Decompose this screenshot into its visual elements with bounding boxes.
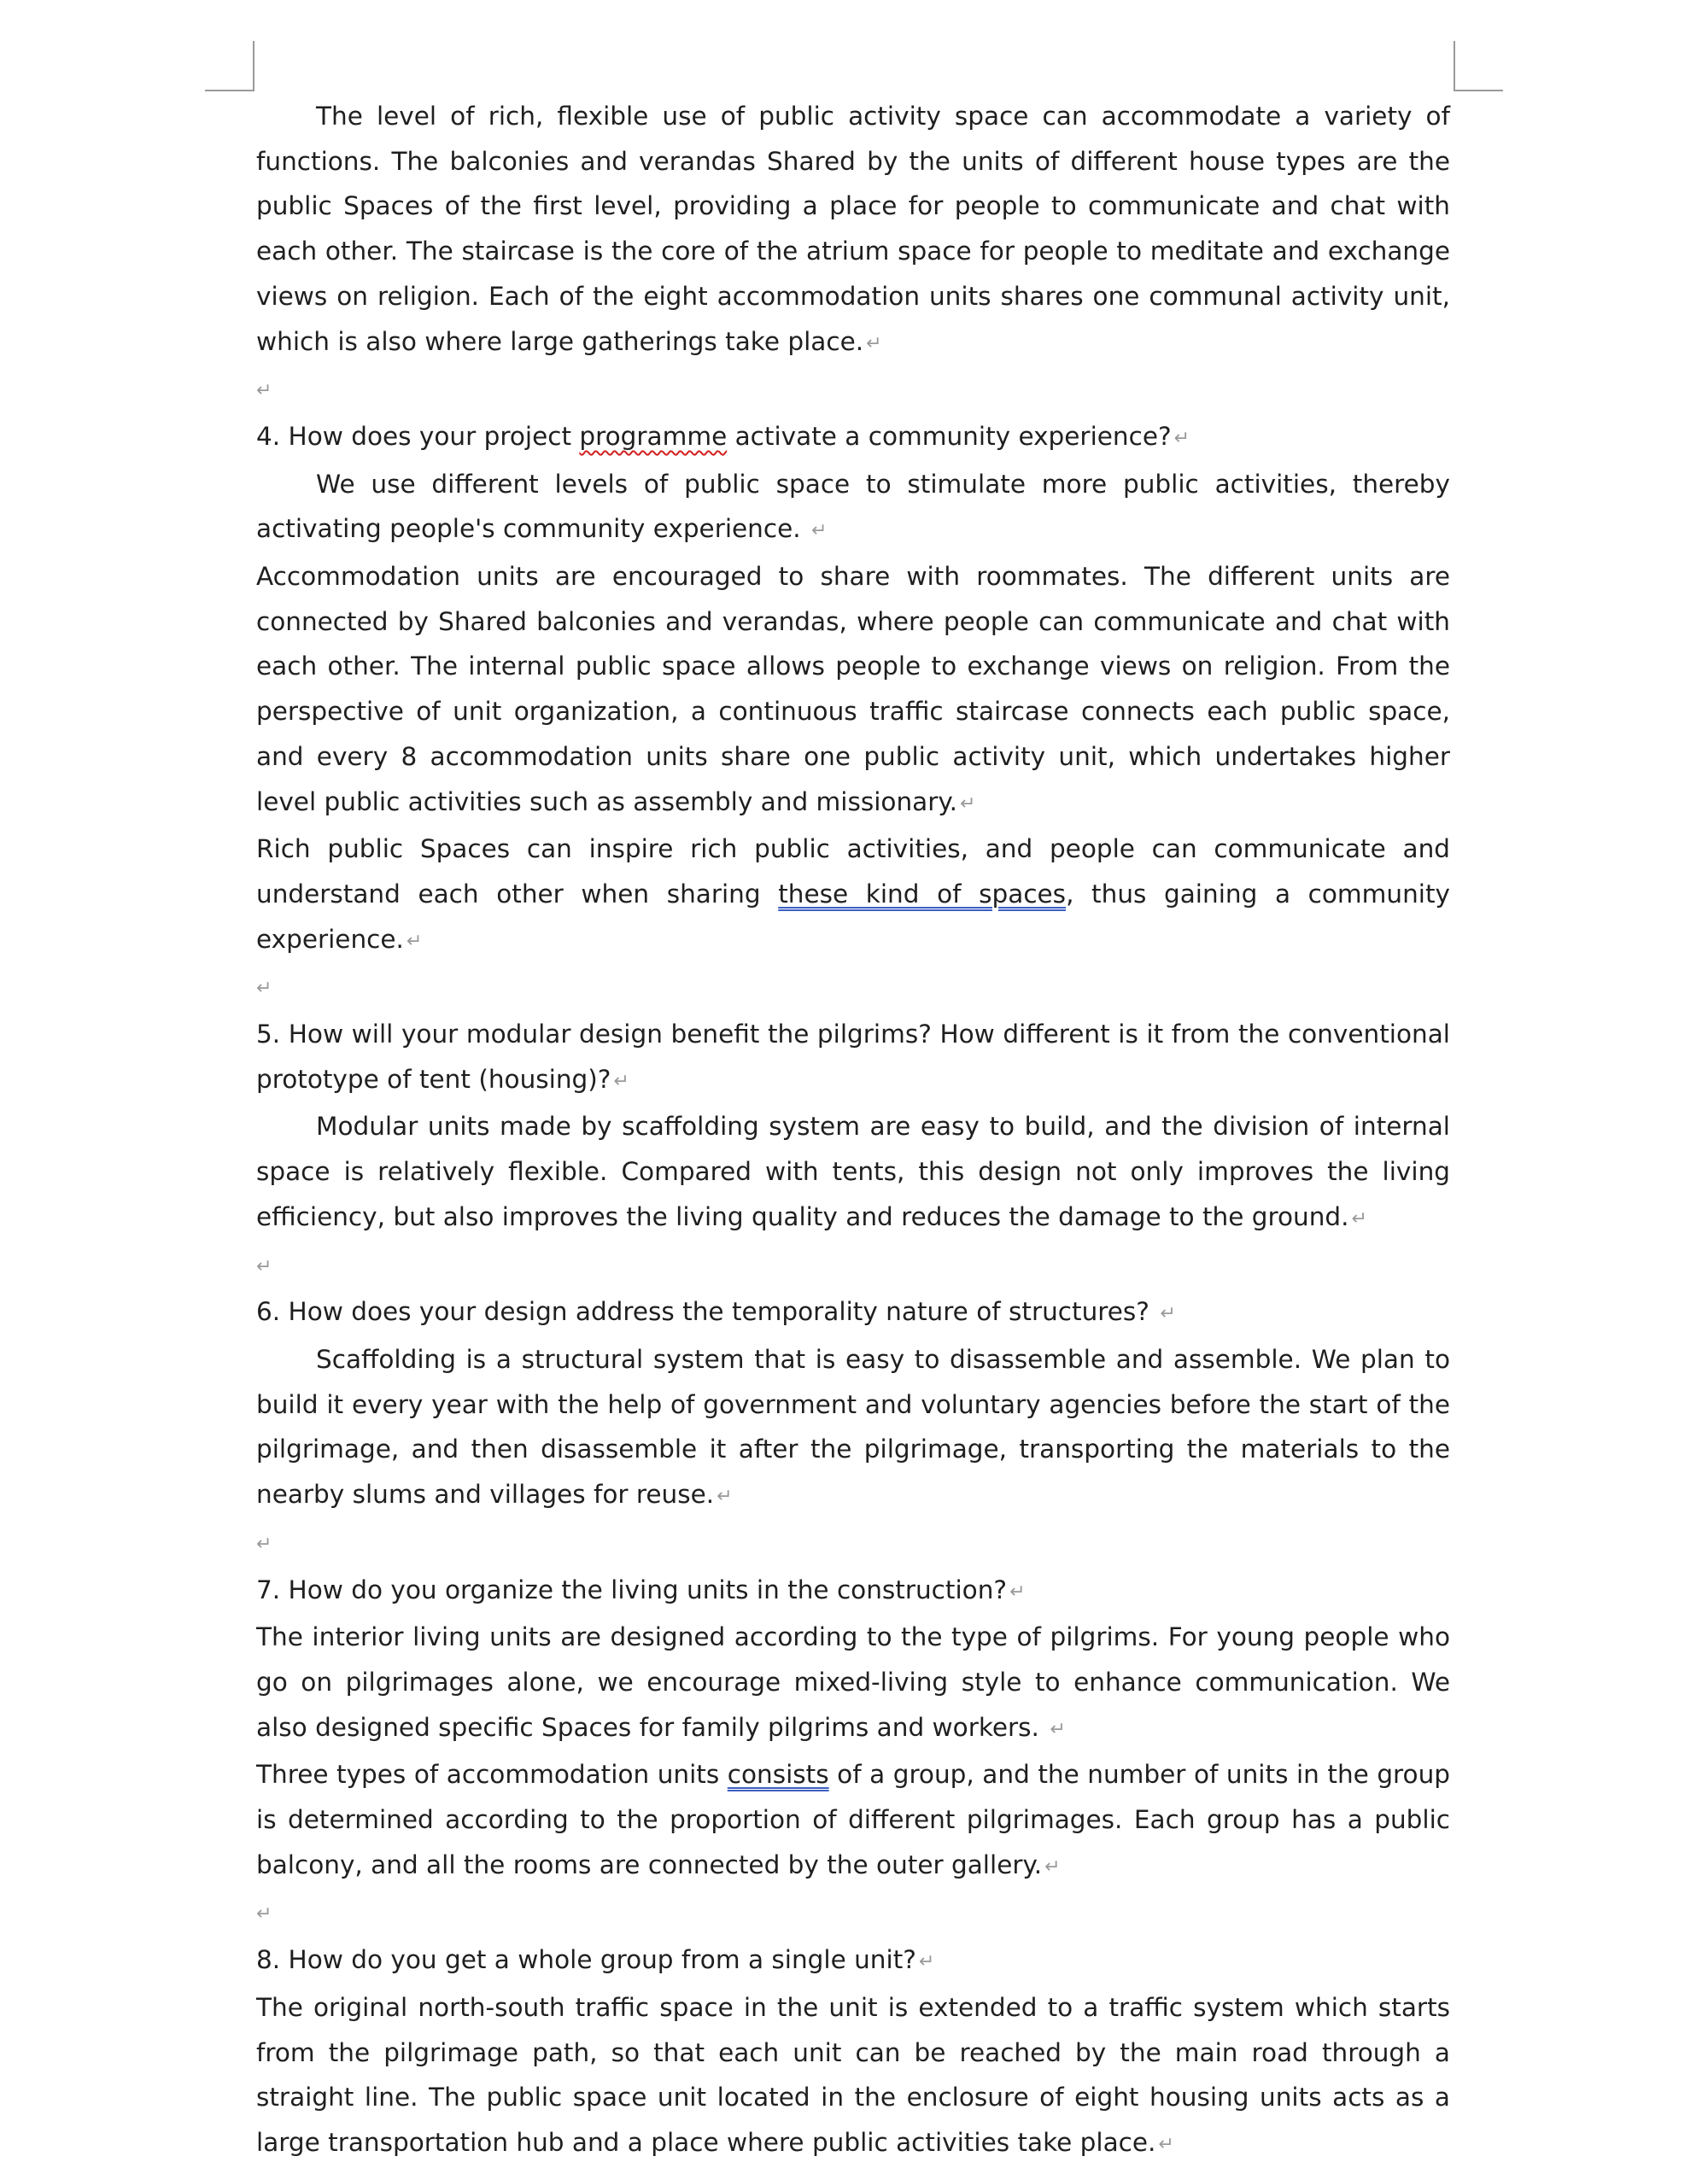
paragraph-mark-icon: ↵ [918, 1951, 935, 1973]
paragraph-text: of a group, and the number of units in the group is determined according to the proportion of different pilgrimages. Each group has a public balcony, and all the rooms are connected by the outer gallery. [256, 1760, 1451, 1879]
answer-4-units[interactable] [256, 554, 1450, 827]
paragraph-text: Accommodation units are encouraged to share with roommates. The different units are connected by Shared balconies and verandas, where people can communicate and chat with each other. The internal public space allows people to exchange views on religion. From the perspective of unit organization, a continuous traffic staircase connects each public space, and every 8 accommodation units share one public activity unit, which undertakes higher level public activities such as assembly and missionary. [256, 562, 1450, 816]
empty-paragraph[interactable] [256, 366, 1450, 414]
grammar-error-mark[interactable]: these kind of spaces [778, 879, 1067, 909]
paragraph-text: 8. How do you get a whole group from a single unit? [256, 1945, 916, 1975]
question-8-heading[interactable] [256, 1937, 1450, 1985]
paragraph-mark-icon: ↵ [866, 332, 882, 354]
paragraph-text: , thus gaining a community experience. [256, 879, 1450, 954]
paragraph-mark-icon: ↵ [1158, 2133, 1174, 2155]
spelling-error-mark[interactable]: programme [579, 421, 728, 451]
question-4-heading[interactable] [256, 414, 1450, 462]
empty-paragraph[interactable] [256, 1242, 1450, 1290]
paragraph-mark-icon: ↵ [613, 1070, 629, 1092]
answer-8[interactable] [256, 1985, 1450, 2168]
paragraph-mark-icon: ↵ [256, 1255, 272, 1277]
question-5-heading[interactable] [256, 1012, 1450, 1104]
empty-paragraph[interactable] [256, 1890, 1450, 1937]
answer-6[interactable] [256, 1337, 1450, 1520]
paragraph-mark-icon: ↵ [256, 1903, 272, 1925]
paragraph-text: The interior living units are designed according to the type of pilgrims. For young people who go on pilgrimages alone, we encourage mixed-living style to enhance communication. We also designed specific Spaces for family pilgrims and workers. [256, 1622, 1450, 1742]
paragraph-mark-icon: ↵ [960, 792, 976, 815]
paragraph-text: 7. How do you organize the living units in the construction? [256, 1575, 1008, 1604]
answer-4-intro[interactable] [256, 462, 1450, 554]
paragraph-mark-icon: ↵ [256, 380, 272, 402]
grammar-error-mark[interactable]: consists [727, 1760, 829, 1790]
paragraph-text: 5. How will your modular design benefit the pilgrims? How different is it from the conventional prototype of tent (housing)? [256, 1020, 1450, 1094]
paragraph-mark-icon: ↵ [406, 930, 423, 952]
paragraph-public-space-levels[interactable] [256, 94, 1450, 366]
paragraph-text: 6. How does your design address the temporality nature of structures? [256, 1297, 1158, 1327]
paragraph-text: 4. How does your project [256, 421, 580, 451]
paragraph-text: Modular units made by scaffolding system are easy to build, and the division of internal space is relatively flexible. Compared with tents, this design not only improves the living efficiency, but also improves the living quality and reduces the damage to the ground. [256, 1112, 1450, 1231]
empty-paragraph[interactable] [256, 964, 1450, 1012]
question-7-heading[interactable] [256, 1568, 1450, 1616]
empty-paragraph[interactable] [256, 1520, 1450, 1568]
paragraph-mark-icon: ↵ [1351, 1207, 1367, 1230]
paragraph-text: The level of rich, flexible use of public activity space can accommodate a variety of functions. The balconies and verandas Shared by the units of different house types are the public Spaces of the first level, providing a place for people to communicate and chat with each other. The staircase is the core of the atrium space for people to meditate and exchange views on religion. Each of the eight accommodation units shares one communal activity unit, which is also where large gatherings take place. [256, 102, 1450, 356]
document-body[interactable] [256, 94, 1450, 2168]
paragraph-mark-icon: ↵ [1160, 1303, 1176, 1325]
paragraph-mark-icon: ↵ [1009, 1581, 1026, 1603]
answer-7-groups[interactable] [256, 1752, 1450, 1890]
question-6-heading[interactable] [256, 1289, 1450, 1337]
paragraph-text: Rich public Spaces can inspire rich public activities, and people can communicate and understand each other when sharing [256, 834, 1450, 909]
paragraph-mark-icon: ↵ [1044, 1855, 1061, 1878]
answer-4-conclusion[interactable] [256, 827, 1450, 964]
paragraph-mark-icon: ↵ [811, 520, 828, 542]
paragraph-text: Three types of accommodation units [256, 1760, 728, 1790]
answer-7-living-units[interactable] [256, 1615, 1450, 1752]
paragraph-text: activate a community experience? [727, 421, 1172, 451]
paragraph-text: The original north-south traffic space in the unit is extended to a traffic system which starts from the pilgrimage path, so that each unit can be reached by the main road through a straight line. The public space unit located in the enclosure of eight housing units acts as a large transportation hub and a place where public activities take place. [256, 1992, 1450, 2157]
top-left-margin-mark [205, 41, 254, 91]
paragraph-mark-icon: ↵ [1173, 427, 1190, 449]
paragraph-mark-icon: ↵ [717, 1486, 733, 1508]
paragraph-text: We use different levels of public space to stimulate more public activities, thereby activating people's community experience. [256, 469, 1450, 544]
paragraph-mark-icon: ↵ [256, 978, 272, 1000]
answer-5[interactable] [256, 1104, 1450, 1242]
paragraph-mark-icon: ↵ [1050, 1718, 1066, 1740]
paragraph-text: Scaffolding is a structural system that is easy to disassemble and assemble. We plan to build it every year with the help of government and voluntary agencies before the start of the pilgrimage, and then disassemble it after the pilgrimage, transporting the materials to the nearby slums and villages for reuse. [256, 1344, 1450, 1510]
top-right-margin-mark [1454, 41, 1503, 91]
paragraph-mark-icon: ↵ [256, 1533, 272, 1555]
